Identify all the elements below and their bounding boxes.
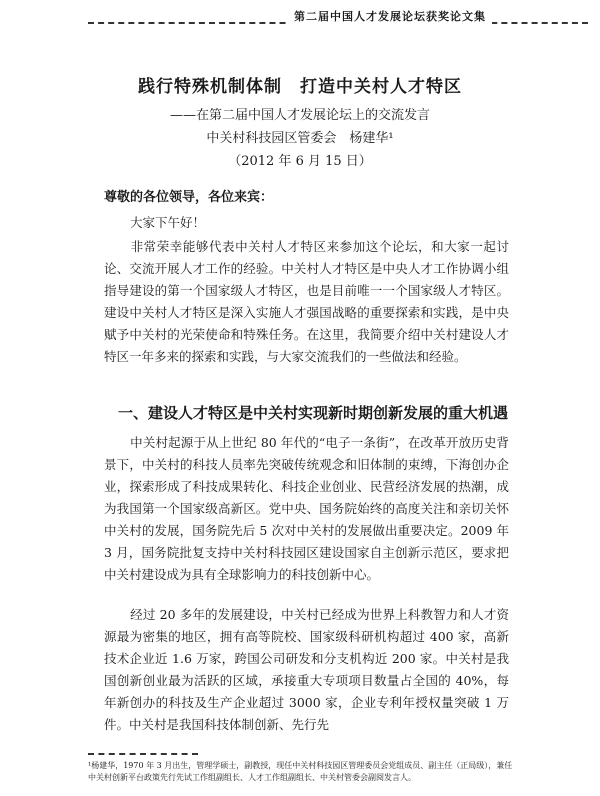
section1-paragraph-1 [104, 432, 509, 586]
article-subtitle: ——在第二届中国人才发展论坛上的交流发言 [169, 108, 430, 123]
greeting-paragraph [104, 212, 509, 234]
section1-paragraph-2-text: 经过 20 多年的发展建设，中关村已经成为世界上科教智力和人才资源最为密集的地区，拥有高等院校、国家级科研机构超过 400 家，高新技术企业近 1.6 万家，跨国公司研发和分支机构近 200 家。中关村是我国创新创业最为活跃的区域，承接重大专项项目数量占全国的 40%，每年新创办的科技及生产企业超过 3000 家，企业专利年授权量突破 1 万件。中关村是我国科技体制创新、先行先 [104, 607, 509, 732]
speech-date: （2012 年 6 月 15 日） [228, 154, 372, 169]
running-header-text: 第二届中国人才发展论坛获奖论文集 [288, 8, 492, 24]
article-title: 践行特殊机制体制 打造中关村人才特区 [138, 77, 462, 97]
footnote: ¹杨建华，1970 年 3 月出生，管理学硕士，副教授，现任中关村科技园区管理委员会党组成员、副主任（正局级），兼任中关村创新平台政策先行先试工作组副组长、人才工作组副组长、中关村管委会副阅发言人。 [88, 761, 513, 782]
greeting-text: 大家下午好！ [130, 215, 206, 230]
section-heading: 一、建设人才特区是中关村实现新时期创新发展的重大机遇 [118, 404, 509, 422]
running-header [88, 8, 588, 30]
author-line: 中关村科技园区管委会 杨建华¹ [206, 131, 394, 146]
section1-paragraph-2 [104, 604, 509, 736]
salutation: 尊敬的各位领导，各位来宾： [104, 190, 274, 205]
intro-text: 非常荣幸能够代表中关村人才特区来参加这个论坛，和大家一起讨论、交流开展人才工作的经验。中关村人才特区是中央人才工作协调小组指导建设的第一个国家级人才特区，也是目前唯一一个国家级人才特区。建设中关村人才特区是深入实施人才强国战略的重要探索和实践，是中央赋予中关村的光荣使命和特殊任务。在这里，我简要介绍中关村建设人才特区一年多来的探索和实践，与大家交流我们的一些做法和经验。 [104, 239, 509, 364]
footnote-rule [88, 753, 198, 755]
intro-paragraph [104, 236, 509, 368]
section1-paragraph-1-text: 中关村起源于从上世纪 80 年代的“电子一条街”，在改革开放历史背景下，中关村的科技人员率先突破传统观念和旧体制的束缚，下海创办企业，探索形成了科技成果转化、科技企业创业、民营经济发展的热潮，成为我国第一个国家级高新区。党中央、国务院始终的高度关注和亲切关怀中关村的发展，国务院先后 5 次对中关村的发展做出重要决定。2009 年 3 月，国务院批复支持中关村科技园区建设国家自主创新示范区，要求把中关村建设成为具有全球影响力的科技创新中心。 [104, 435, 509, 582]
